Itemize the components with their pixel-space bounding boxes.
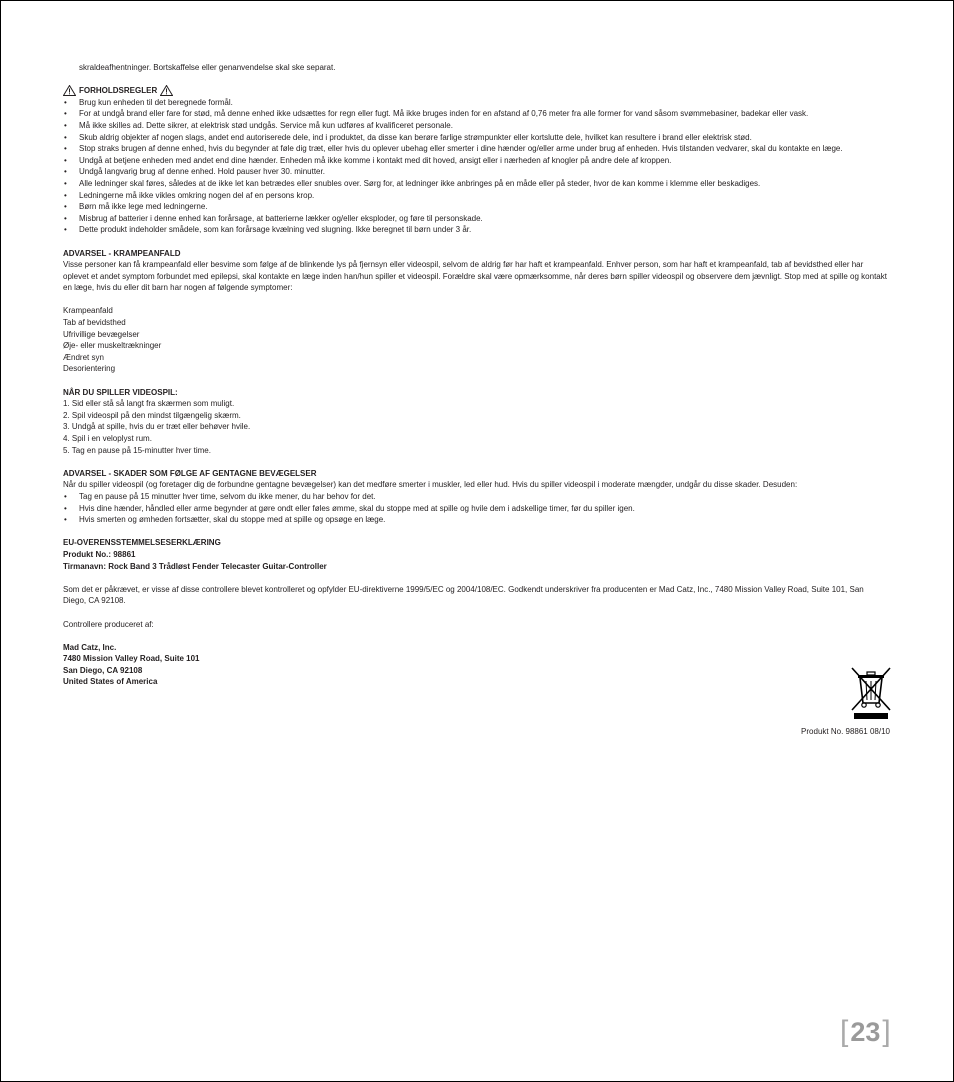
- list-item: • Undgå at betjene enheden med andet end dine hænder. Enheden må ikke komme i kontakt med dit hoved, ansigt eller i nærheden af knogler på andre dele af kroppen.: [63, 155, 889, 167]
- playing-step: 4. Spil i en veloplyst rum.: [63, 434, 152, 443]
- warning-icon: [63, 85, 76, 96]
- list-item: • Alle ledninger skal føres, således at de ikke let kan betrædes eller snubles over. Sørg for, at ledninger ikke anbringes på en måde eller på steder, hvor de kan komme i klemme eller beskadiges.: [63, 178, 889, 190]
- list-item: • Skub aldrig objekter af nogen slags, andet end autoriserede dele, ind i produktet, da disse kan berøre farlige strømpunkter eller kortslutte dele, hvilket kan resultere i brand eller elektrisk stød.: [63, 132, 889, 144]
- right-bracket-icon: ]: [882, 1015, 891, 1048]
- playing-step: 3. Undgå at spille, hvis du er træt eller behøver hvile.: [63, 422, 251, 432]
- list-item: • Hvis smerten og ømheden fortsætter, skal du stoppe med at spille og opsøge en læge.: [63, 514, 889, 526]
- address-line: United States of America: [63, 677, 158, 687]
- eu-trade-name: Tirmanavn: Rock Band 3 Trådløst Fender Telecaster Guitar-Controller: [63, 561, 327, 571]
- warning-icon: [160, 85, 173, 96]
- list-item: • Hvis dine hænder, håndled eller arme begynder at gøre ondt eller føles ømme, skal du stoppe med at spille og hvile dem i adskellige timer, før du spiller igen.: [63, 503, 889, 515]
- repetitive-list: [63, 491, 889, 526]
- repetitive-heading: ADVARSEL - SKADER SOM FØLGE AF GENTAGNE BEVÆGELSER: [63, 468, 317, 478]
- symptom-item: Ændret syn: [63, 352, 104, 362]
- seizure-body: Visse personer kan få krampeanfald eller besvime som følge af de blinkende lys på fjernsyn eller videospil, selvom de aldrig før har haft et krampeanfald. Enhver person, som har haft et krampeanfald, tab af bevidsthed eller har oplevet et andet symptom forbundet med epilepsi, skal kontakte en læge inden han/hun spiller et videospil. Forældre skal være opmærksomme, når deres børn spiller videospil og observere dem jævnligt. Stop med at spille og kontakt en læge, hvis du eller dit barn har nogen af følgende symptomer:: [63, 260, 887, 293]
- list-item: • Misbrug af batterier i denne enhed kan forårsage, at batterierne lækker og/eller eksploder, og føre til personskade.: [63, 213, 889, 225]
- left-bracket-icon: [: [840, 1015, 849, 1048]
- playing-step: 1. Sid eller stå så langt fra skærmen som muligt.: [63, 399, 235, 409]
- symptom-item: Ufrivillige bevægelser: [63, 329, 140, 339]
- list-item: • Børn må ikke lege med ledningerne.: [63, 201, 889, 213]
- address-line: Mad Catz, Inc.: [63, 642, 117, 652]
- precautions-title: FORHOLDSREGLER: [79, 86, 158, 96]
- eu-product-no: Produkt No.: 98861: [63, 549, 136, 559]
- list-item: • Stop straks brugen af denne enhed, hvis du begynder at føle dig træt, eller hvis du oplever ubehag eller smerter i dine hænder og/eller arme under brug af enheden. Hvis tilstanden vedvarer, skal du kontakte en læge.: [63, 143, 889, 155]
- list-item: • Dette produkt indeholder smådele, som kan forårsage kvælning ved slugning. Ikke beregnet til børn under 3 år.: [63, 224, 889, 236]
- repetitive-body: Når du spiller videospil (og foretager dig de forbundne gentagne bevægelser) kan det medføre smerter i muskler, led eller hud. Hvis du spiller videospil i moderate mængder, undgår du disse skader. Desuden:: [63, 480, 798, 490]
- list-item: • Brug kun enheden til det beregnede formål.: [63, 97, 889, 109]
- precautions-heading: [63, 85, 889, 97]
- list-item: • For at undgå brand eller fare for stød, må denne enhed ikke udsættes for regn eller fugt. Må ikke bruges inden for en afstand af 0,76 meter fra alle former for vand såsom svømmebasiner, badekar eller vask.: [63, 108, 889, 120]
- list-item: • Må ikke skilles ad. Dette sikrer, at elektrisk stød undgås. Service må kun udføres af kvalificeret personale.: [63, 120, 889, 132]
- page-number: [840, 1017, 891, 1047]
- list-item: • Undgå langvarig brug af denne enhed. Hold pauser hver 30. minutter.: [63, 166, 889, 178]
- symptom-item: Øje- eller muskeltrækninger: [63, 341, 162, 351]
- weee-crossed-bin-icon: [850, 666, 892, 720]
- symptom-item: Tab af bevidsthed: [63, 318, 126, 328]
- address-line: San Diego, CA 92108: [63, 665, 143, 675]
- address-line: 7480 Mission Valley Road, Suite 101: [63, 654, 200, 664]
- list-item: • Ledningerne må ikke vikles omkring nogen del af en persons krop.: [63, 190, 889, 202]
- eu-heading: EU-OVERENSSTEMMELSESERKLÆRING: [63, 538, 221, 548]
- list-item: • Tag en pause på 15 minutter hver time, selvom du ikke mener, du har behov for det.: [63, 491, 889, 503]
- symptom-item: Krampeanfald: [63, 306, 113, 316]
- intro-line: skraldeafhentninger. Bortskaffelse eller genanvendelse skal ske separat.: [79, 63, 336, 72]
- seizure-heading: ADVARSEL - KRAMPEANFALD: [63, 248, 181, 258]
- precautions-list: [63, 97, 889, 236]
- symptom-item: Desorientering: [63, 364, 116, 374]
- page-number-value: 23: [850, 1017, 881, 1047]
- playing-step: 5. Tag en pause på 15-minutter hver time.: [63, 445, 211, 455]
- eu-body: Som det er påkrævet, er visse af disse controllere blevet kontrolleret og opfylder EU-direktiverne 1999/5/EC og 2004/108/EC. Godkendt underskriver fra producenten er Mad Catz, Inc., 7480 Mission Valley Road, Suite 101, San Diego, CA 92108.: [63, 584, 864, 606]
- playing-step: 2. Spil videospil på den mindst tilgængelig skærm.: [63, 410, 241, 420]
- eu-produced-by: Controllere produceret af:: [63, 619, 154, 629]
- product-code: Produkt No. 98861 08/10: [801, 727, 890, 736]
- playing-heading: NÅR DU SPILLER VIDEOSPIL:: [63, 387, 178, 397]
- document-body: [63, 62, 889, 688]
